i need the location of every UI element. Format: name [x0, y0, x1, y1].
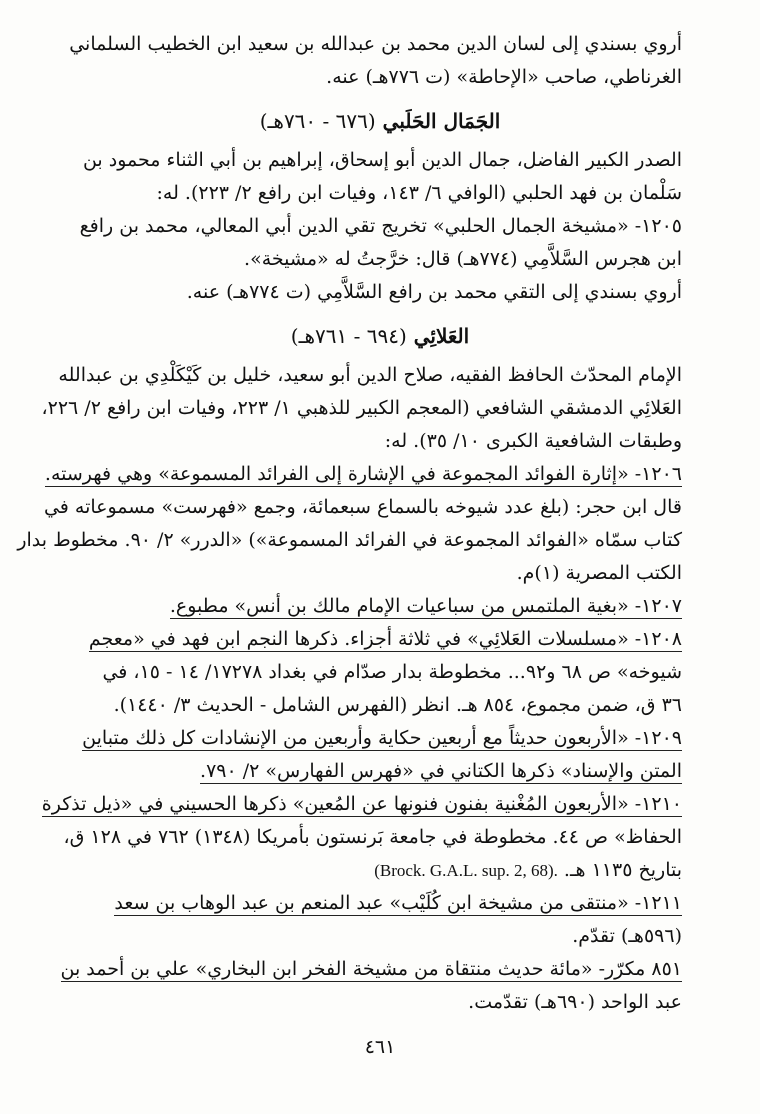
entry-1208-line-3: ٣٦ ق، ضمن مجموع، ٨٥٤ هـ. انظر (الفهرس الشامل - الحديث ٣/ ١٤٤٠). [113, 694, 682, 716]
entry-851-line-1 [60, 953, 682, 986]
section-dates: (٦٧٦ - ٧٦٠هـ) [259, 109, 376, 133]
section-dates: (٦٩٤ - ٧٦١هـ) [290, 324, 407, 348]
entry-1206 [44, 458, 682, 491]
bio-line: العَلائِي الدمشقي الشافعي (المعجم الكبير للذهبي ١/ ٢٢٣، وفيات ابن رافع ٢/ ٢٢٦، [41, 397, 682, 419]
bio-line: وطبقات الشافعية الكبرى ١٠/ ٣٥). له: [384, 430, 682, 452]
intro-line-1: أروي بسندي إلى لسان الدين محمد بن عبدالله بن سعيد ابن الخطيب السلماني [69, 33, 682, 55]
entry-851-text: ٨٥١ مكرّر- «مائة حديث منتقاة من مشيخة الفخر ابن البخاري» علي بن أحمد بن [60, 958, 682, 980]
entry-1206-text: ١٢٠٦- «إثارة الفوائد المجموعة في الإشارة إلى الفرائد المسموعة» وهي فهرسته. [44, 463, 682, 485]
intro-line-2: الغرناطي، صاحب «الإحاطة» (ت ٧٧٦هـ) عنه. [326, 66, 682, 88]
entry-1209-text-2: المتن والإسناد» ذكرها الكتاني في «فهرس الفهارس» ٢/ ٧٩٠. [200, 760, 682, 782]
bio-line: الصدر الكبير الفاضل، جمال الدين أبو إسحاق، إبراهيم بن أبي الثناء محمود بن [82, 149, 682, 171]
entry-1210-text: ١٢١٠- «الأربعون المُغْنية بفنون فنونها عن المُعين» ذكرها الحسيني في «ذيل تذكرة [41, 793, 682, 815]
section-heading-jamal-halabi [78, 102, 682, 140]
isnad-line: أروي بسندي إلى التقي محمد بن رافع السَّلاَّمِي (ت ٧٧٤هـ) عنه. [186, 281, 682, 303]
entry-1209-line-1 [78, 722, 682, 755]
entry-1211-text: ١٢١١- «منتقى من مشيخة ابن كُلَيْب» عبد المنعم بن عبد الوهاب بن سعد [114, 892, 682, 914]
page-number: ٤٦١ [364, 1036, 396, 1058]
entry-1210-line-3 [78, 854, 682, 887]
entry-1210-line-1 [41, 788, 682, 821]
ibn-hajar-line-3: الكتب المصرية (١)م. [516, 562, 682, 584]
bio-line: الإمام المحدّث الحافظ الفقيه، صلاح الدين أبو سعيد، خليل بن كَيْكَلْدِي بن عبدالله [58, 364, 682, 386]
entry-851-line-2: عبد الواحد (٦٩٠هـ) تقدّمت. [468, 991, 682, 1013]
entry-1211-line-1 [78, 887, 682, 920]
entry-1211-line-2: (٥٩٦هـ) تقدّم. [572, 925, 682, 947]
section-title: العَلائِي [413, 324, 470, 348]
entry-1209-text: ١٢٠٩- «الأربعون حديثاً مع أربعين حكاية وأربعين من الإنشادات كل ذلك متباين [82, 727, 682, 749]
entry-1210-date: بتاريخ ١١٣٥ هـ. [563, 859, 682, 881]
entry-1208-line-1 [78, 623, 682, 656]
entry-1210-line-2: الحفاظ» ص ٤٤. مخطوطة في جامعة بَرنستون بأمريكا (١٣٤٨) ٧٦٢ في ١٢٨ ق، [63, 826, 682, 848]
bio-line: سَلْمان بن فهد الحلبي (الوافي ٦/ ١٤٣، وفيات ابن رافع ٢/ ٢٢٣). له: [156, 182, 682, 204]
entry-1205-line-2: ابن هجرس السَّلاَّمِي (٧٧٤هـ) قال: خرَّجتُ له «مشيخة». [244, 248, 682, 270]
entry-1209-line-2 [78, 755, 682, 788]
entry-1208-line-2: شيوخه» ص ٦٨ و٩٢... مخطوطة بدار صدّام في بغداد ١٧٢٧٨/ ١٤ - ١٥، في [102, 661, 682, 683]
entry-1207 [78, 590, 682, 623]
section-heading-alai [78, 317, 682, 355]
entry-1210-brockelmann-ref: (Brock. G.A.L. sup. 2, 68). [374, 861, 558, 880]
ibn-hajar-line-1: قال ابن حجر: (بلغ عدد شيوخه بالسماع سبعمائة، وجمع «فهرست» مسموعاته في [43, 496, 682, 518]
ibn-hajar-line-2: كتاب سمّاه «الفوائد المجموعة في الفرائد المسموعة») «الدرر» ٢/ ٩٠. مخطوط بدار [17, 529, 682, 551]
entry-1207-text: ١٢٠٧- «بغية الملتمس من سباعيات الإمام مالك بن أنس» مطبوع. [169, 595, 682, 617]
entry-1205-line-1: ١٢٠٥- «مشيخة الجمال الحلبي» تخريج تقي الدين أبي المعالي، محمد بن رافع [79, 215, 682, 237]
entry-1208-text: ١٢٠٨- «مسلسلات العَلائِي» في ثلاثة أجزاء. ذكرها النجم ابن فهد في «معجم [88, 628, 682, 650]
section-title: الجَمَال الحَلَبي [382, 109, 501, 133]
